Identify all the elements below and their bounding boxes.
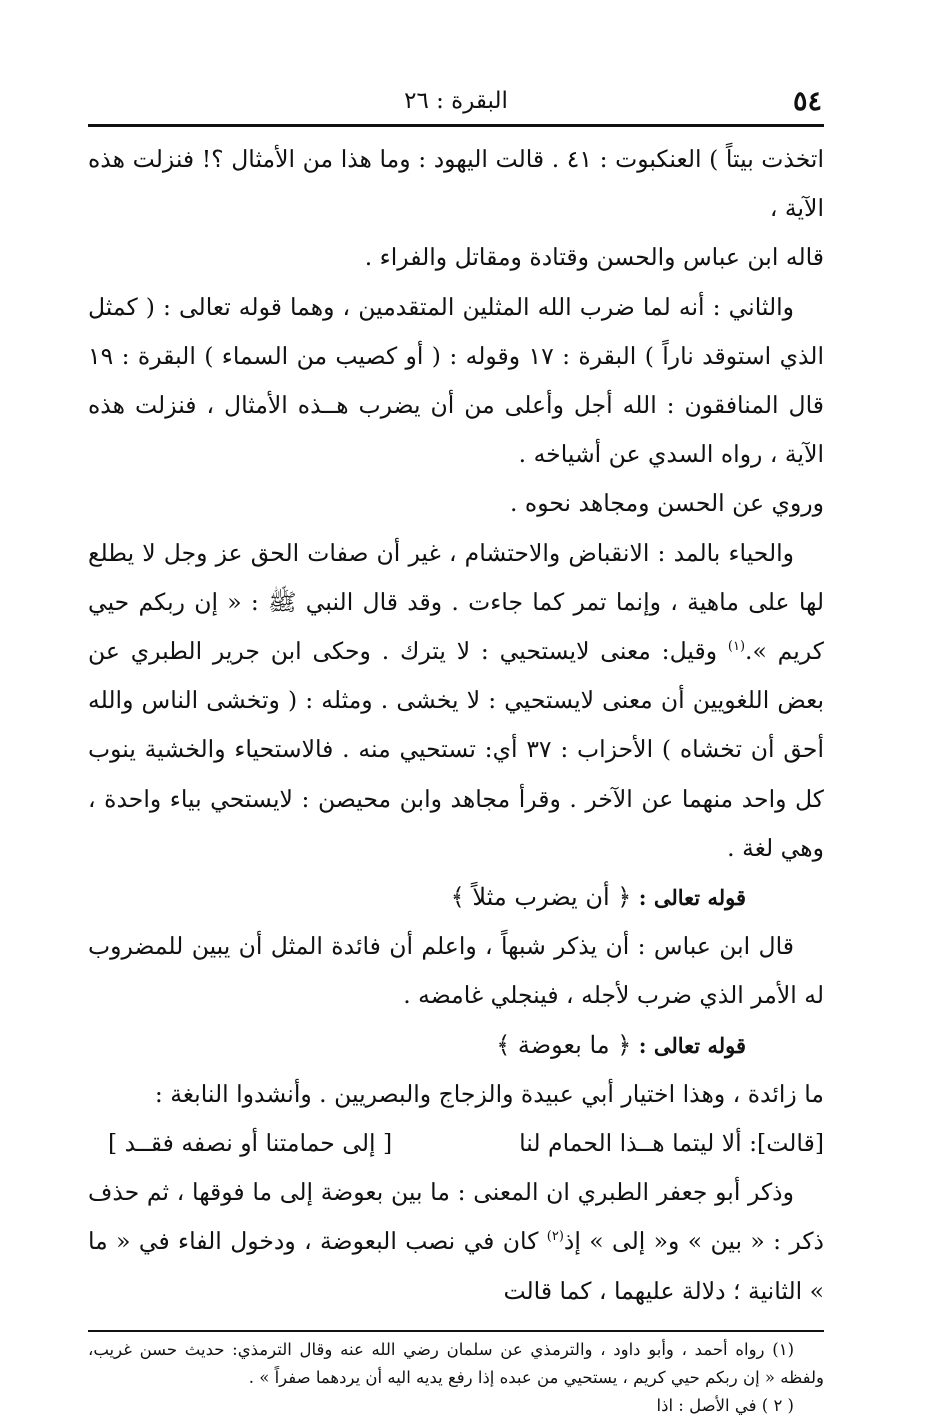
paragraph-2-last-line: وروي عن الحسن ومجاهد نحوه . — [509, 489, 824, 518]
verse-quote: ﴿ ما بعوضة ﴾ — [496, 1030, 632, 1059]
paragraph-6-part-b: كان في نصب البعوضة ، ودخول الفاء في « ما » الثانية ؛ دلالة عليهما ، كما قالت — [88, 1227, 824, 1305]
verse-heading-1 — [88, 873, 824, 922]
paragraph-1-line-2: قاله ابن عباس والحسن وقتادة ومقاتل والفراء . — [364, 243, 824, 272]
book-page — [88, 80, 824, 1420]
paragraph-2: والثاني : أنه لما ضرب الله المثلين المتقدمين ، وهما قوله تعالى : ( كمثل الذي استوقد ناراً ) البقرة : ١٧ وقوله : ( أو كصيب من السماء ) البقرة : ١٩ قال المنافقون : الله أجل وأعلى من أن يضرب هــذه الأمثال ، فنزلت هذه الآية ، رواه السدي عن أشياخه . — [88, 292, 824, 469]
paragraph-3-part-b: وقيل: معنى لايستحيي : لا يترك . وحكى ابن جرير الطبري عن بعض اللغويين أن معنى لايستحيي : لا يخشى . ومثله : ( وتخشى الناس والله أحق أن تخشاه ) الأحزاب : ٣٧ أي: تستحيي منه . فالاستحياء والخشية ينوب كل واحد منهما عن الآخر . وقرأ مجاهد وابن محيصن : لايستحي بياء واحدة ، وهي لغة . — [88, 637, 824, 862]
paragraph-6-part-a: وذكر أبو جعفر الطبري ان المعنى : ما بين بعوضة إلى ما فوقها ، ثم حذف ذكر : « بين » و« إلى » إذ — [88, 1178, 824, 1256]
footnote-1: (١) رواه أحمد ، وأبو داود ، والترمذي عن سلمان رضي الله عنه وقال الترمذي: حديث حسن غريب، ولفظه « إن ربكم حيي كريم ، يستحيي من عبده إذا رفع يديه اليه أن يردهما صفراً » . — [88, 1339, 824, 1387]
paragraph-3 — [88, 529, 824, 873]
page-number: ٥٤ — [792, 86, 822, 117]
poetry-line — [88, 1119, 824, 1168]
running-head: البقرة : ٢٦ — [404, 88, 508, 114]
footnote-2: ( ٢ ) في الأصل : اذا — [656, 1395, 794, 1415]
footnote-ref-1: (١) — [727, 639, 746, 655]
footnote-rule — [88, 1330, 824, 1332]
paragraph-1-line-1: اتخذت بيتاً ) العنكبوت : ٤١ . قالت اليهود : وما هذا من الأمثال ؟! فنزلت هذه الآية ، — [88, 145, 825, 223]
poem-second-hemistich: [ إلى حمامتنا أو نصفه فقــد ] — [108, 1129, 393, 1158]
verse-heading-label: قوله تعالى : — [638, 1032, 746, 1058]
poem-first-hemistich: [قالت]: ألا ليتما هــذا الحمام لنا — [519, 1129, 824, 1158]
page-header — [88, 80, 824, 124]
paragraph-3-part-a: والحياء بالمد : الانقباض والاحتشام ، غير أن صفات الحق عز وجل لا يطلع لها على ماهية ، وإنما تمر كما جاءت . وقد قال النبي ﷺ : « إن ربكم حيي كريم ». — [88, 538, 824, 666]
verse-heading-2 — [88, 1021, 824, 1070]
paragraph-4: قال ابن عباس : أن يذكر شبهاً ، واعلم أن فائدة المثل أن يبين للمضروب له الأمر الذي ضرب لأجله ، فينجلي غامضه . — [88, 932, 824, 1010]
footnotes — [88, 1336, 824, 1420]
paragraph-5: ما زائدة ، وهذا اختيار أبي عبيدة والزجاج والبصريين . وأنشدوا النابغة : — [154, 1079, 824, 1108]
header-rule — [88, 124, 824, 127]
verse-heading-label: قوله تعالى : — [638, 885, 746, 911]
verse-quote: ﴿ أن يضرب مثلاً ﴾ — [450, 883, 632, 912]
paragraph-6 — [88, 1168, 824, 1316]
footnote-ref-2: (٢) — [546, 1229, 564, 1245]
main-text — [88, 135, 824, 1316]
